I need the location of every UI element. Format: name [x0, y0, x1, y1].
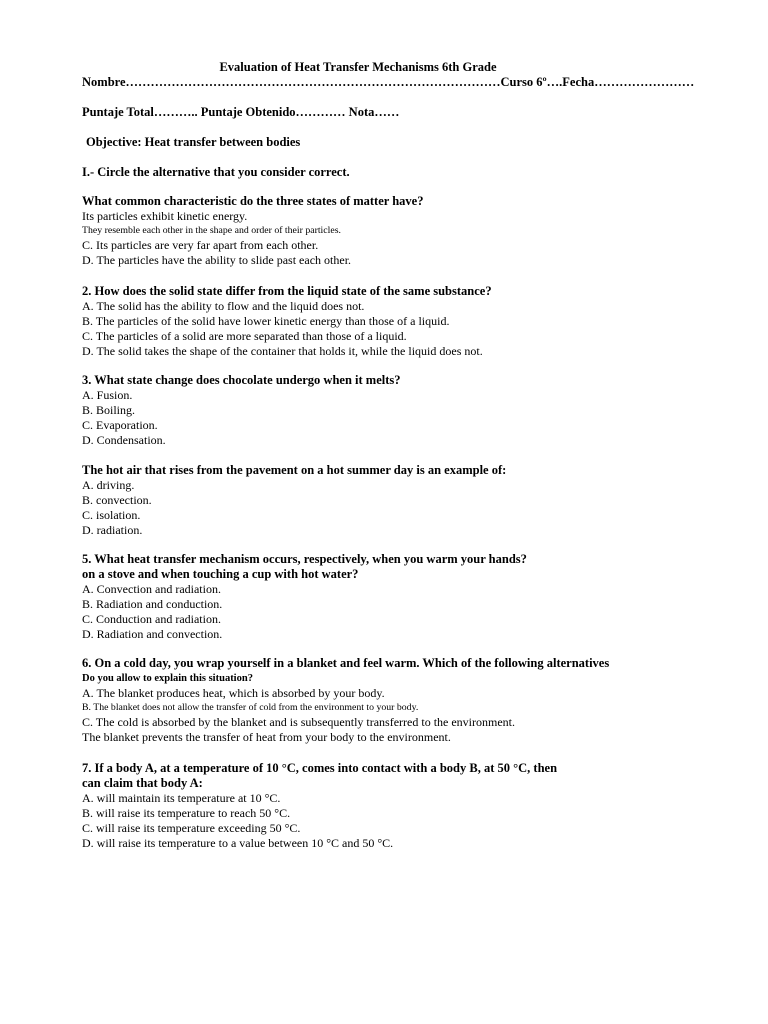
- question-7-text-line-1: 7. If a body A, at a temperature of 10 °C, comes into contact with a body B, at 50 °C, then: [82, 761, 558, 775]
- question-4-option-b[interactable]: B. convection.: [82, 493, 152, 507]
- question-5: [82, 552, 527, 642]
- question-1-option-b[interactable]: They resemble each other in the shape and order of their particles.: [82, 225, 341, 236]
- instruction: I.- Circle the alternative that you consider correct.: [82, 165, 350, 179]
- question-2-option-c[interactable]: C. The particles of a solid are more separated than those of a liquid.: [82, 329, 407, 343]
- question-6-text-line-2: Do you allow to explain this situation?: [82, 673, 253, 684]
- question-1: [82, 194, 423, 268]
- question-3-text: 3. What state change does chocolate undergo when it melts?: [82, 373, 401, 387]
- question-1-option-c[interactable]: C. Its particles are very far apart from each other.: [82, 238, 319, 252]
- question-6-option-a[interactable]: A. The blanket produces heat, which is absorbed by your body.: [82, 686, 385, 700]
- question-7-option-c[interactable]: C. will raise its temperature exceeding 50 °C.: [82, 821, 301, 835]
- question-7-option-b[interactable]: B. will raise its temperature to reach 50 °C.: [82, 806, 291, 820]
- question-3-option-a[interactable]: A. Fusion.: [82, 388, 133, 402]
- question-2-option-d[interactable]: D. The solid takes the shape of the container that holds it, while the liquid does not.: [82, 344, 483, 358]
- question-1-option-a[interactable]: Its particles exhibit kinetic energy.: [82, 209, 248, 223]
- question-3-option-b[interactable]: B. Boiling.: [82, 403, 136, 417]
- question-6-option-c[interactable]: C. The cold is absorbed by the blanket and is subsequently transferred to the environment.: [82, 715, 516, 729]
- question-2-option-a[interactable]: A. The solid has the ability to flow and the liquid does not.: [82, 299, 365, 313]
- question-4-option-c[interactable]: C. isolation.: [82, 508, 141, 522]
- score-line: Puntaje Total……….. Puntaje Obtenido………… Nota……: [82, 105, 400, 119]
- question-5-option-a[interactable]: A. Convection and radiation.: [82, 582, 221, 596]
- question-5-text-line-2: on a stove and when touching a cup with hot water?: [82, 567, 359, 581]
- question-4-option-a[interactable]: A. driving.: [82, 478, 135, 492]
- question-3: [82, 373, 401, 448]
- question-7: [82, 761, 557, 851]
- question-6-option-d[interactable]: The blanket prevents the transfer of heat from your body to the environment.: [82, 730, 451, 744]
- question-2-text: 2. How does the solid state differ from the liquid state of the same substance?: [82, 284, 492, 298]
- question-4-option-d[interactable]: D. radiation.: [82, 523, 143, 537]
- question-7-text-line-2: can claim that body A:: [82, 776, 203, 790]
- question-5-text-line-1: 5. What heat transfer mechanism occurs, respectively, when you warm your hands?: [82, 552, 527, 566]
- question-4: [82, 463, 506, 538]
- question-6: [82, 656, 609, 745]
- question-3-option-c[interactable]: C. Evaporation.: [82, 418, 158, 432]
- question-2: [82, 284, 492, 359]
- question-1-option-d[interactable]: D. The particles have the ability to slide past each other.: [82, 253, 352, 267]
- page-title: Evaluation of Heat Transfer Mechanisms 6th Grade: [219, 60, 497, 74]
- question-5-option-c[interactable]: C. Conduction and radiation.: [82, 612, 221, 626]
- question-6-text-line-1: 6. On a cold day, you wrap yourself in a blanket and feel warm. Which of the following alternatives: [82, 656, 610, 670]
- question-5-option-b[interactable]: B. Radiation and conduction.: [82, 597, 223, 611]
- question-6-option-b[interactable]: B. The blanket does not allow the transfer of cold from the environment to your body.: [82, 702, 419, 713]
- question-5-option-d[interactable]: D. Radiation and convection.: [82, 627, 223, 641]
- question-3-option-d[interactable]: D. Condensation.: [82, 433, 166, 447]
- objective: Objective: Heat transfer between bodies: [86, 135, 301, 149]
- question-7-option-a[interactable]: A. will maintain its temperature at 10 °C.: [82, 791, 281, 805]
- question-1-text: What common characteristic do the three states of matter have?: [82, 194, 424, 208]
- question-2-option-b[interactable]: B. The particles of the solid have lower kinetic energy than those of a liquid.: [82, 314, 450, 328]
- student-info-line: Nombre………………………………………………………………………………Curso 6º….Fecha……………………: [82, 75, 695, 89]
- question-7-option-d[interactable]: D. will raise its temperature to a value between 10 °C and 50 °C.: [82, 836, 394, 850]
- question-4-text: The hot air that rises from the pavement on a hot summer day is an example of:: [82, 463, 507, 477]
